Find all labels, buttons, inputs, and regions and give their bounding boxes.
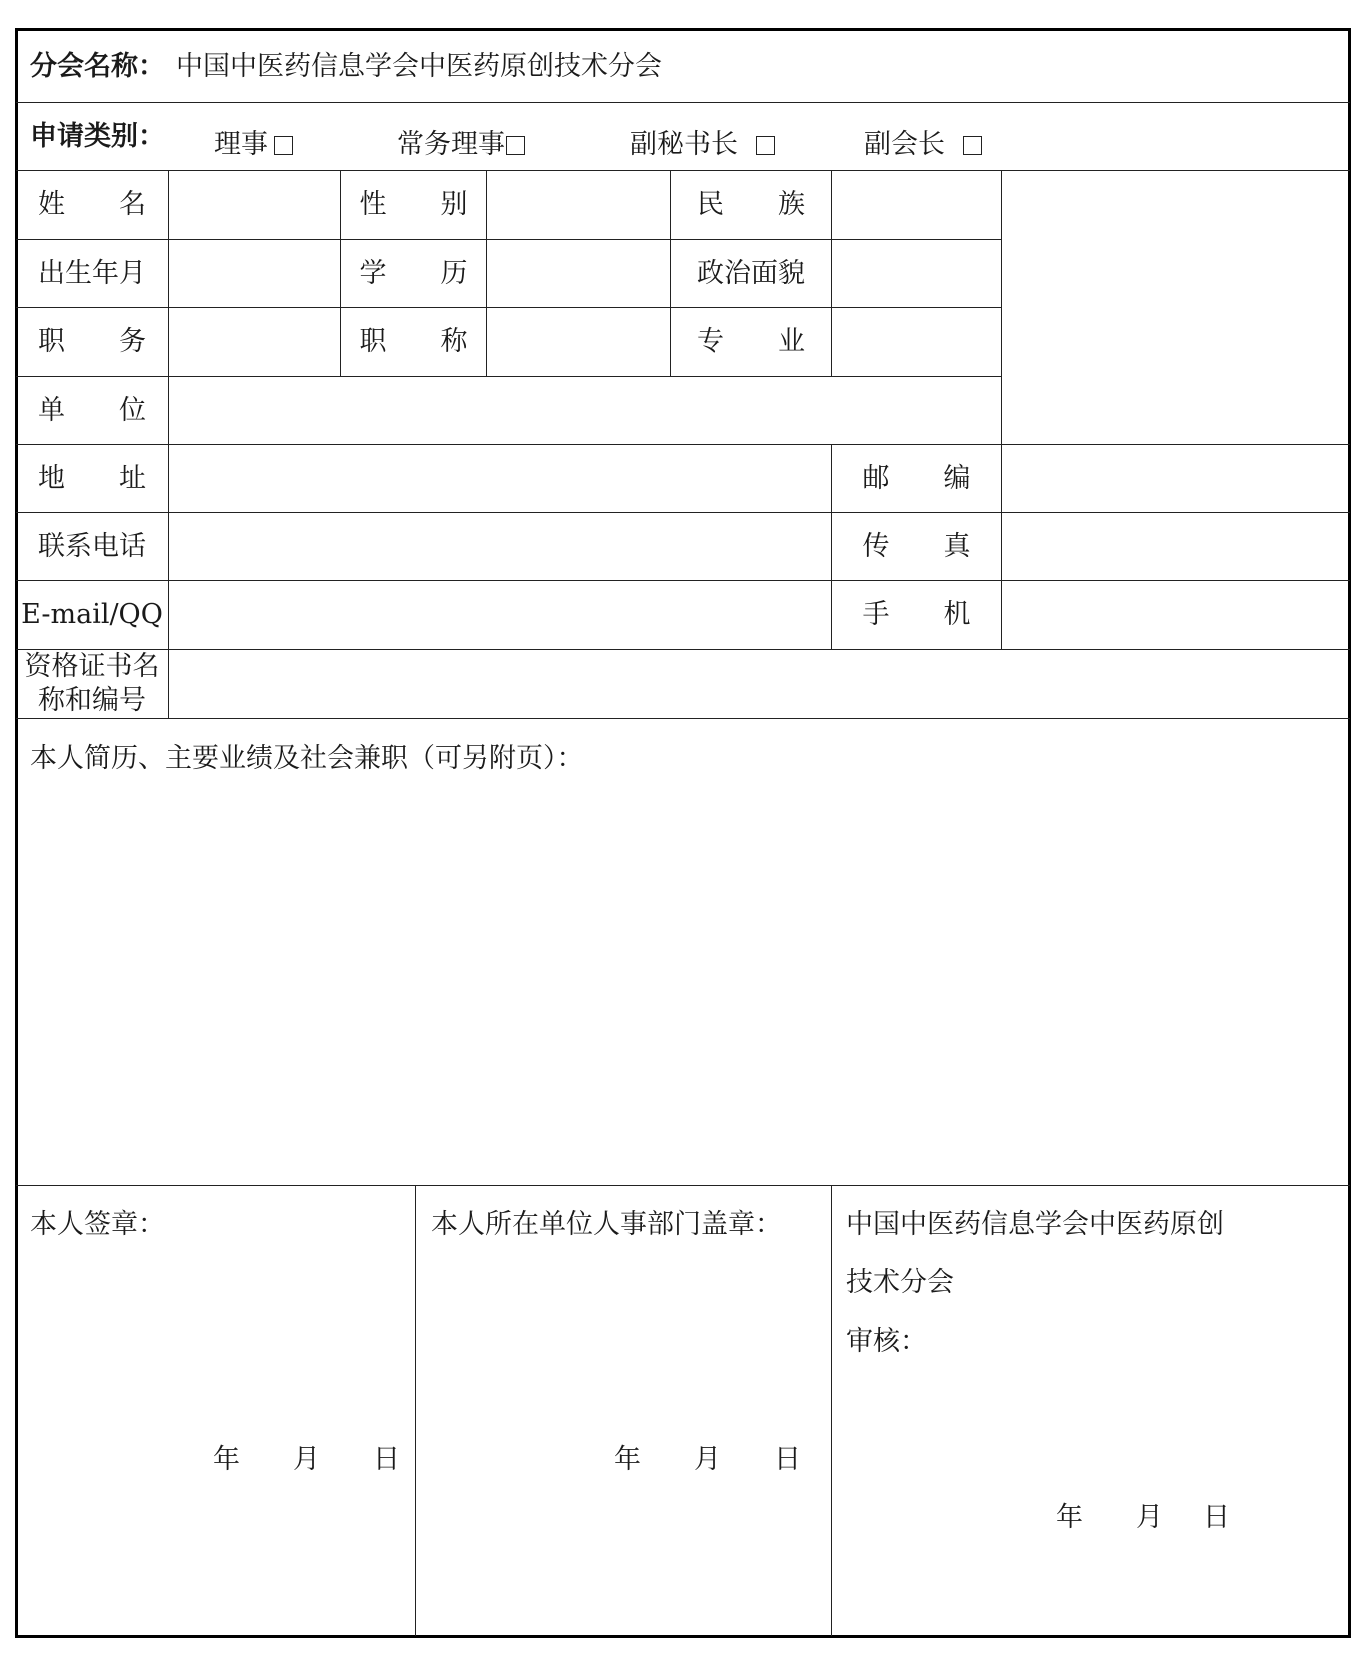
unit-date-day: 日 — [774, 1444, 801, 1475]
checkbox-deputy-secretary-general[interactable] — [756, 136, 775, 155]
professional-title-field[interactable] — [488, 309, 669, 375]
label-work-unit: 单 位 — [38, 394, 146, 426]
resume-area[interactable] — [18, 785, 1348, 1183]
mobile-field[interactable] — [1003, 582, 1349, 648]
branch-date-year: 年 — [1056, 1502, 1083, 1533]
self-date-month: 月 — [293, 1444, 320, 1475]
review-label: 审核： — [846, 1326, 927, 1357]
branch-date-month: 月 — [1136, 1502, 1163, 1533]
label-name: 姓 名 — [38, 189, 146, 220]
divider-line — [831, 170, 832, 376]
birth-date-field[interactable] — [170, 241, 339, 306]
label-ethnicity: 民 族 — [697, 189, 805, 220]
label-phone: 联系电话 — [38, 530, 146, 562]
self-date-year: 年 — [213, 1444, 240, 1475]
unit-date-year: 年 — [614, 1444, 641, 1475]
option-director-label: 理事 — [214, 129, 268, 160]
label-mobile: 手 机 — [862, 599, 971, 630]
option-director[interactable] — [214, 130, 293, 160]
label-education: 学 历 — [359, 257, 468, 289]
category-label: 申请类别： — [30, 121, 165, 152]
self-date-day: 日 — [373, 1444, 400, 1475]
option-vice-president[interactable] — [864, 130, 982, 160]
major-field[interactable] — [833, 309, 1000, 375]
ethnicity-field[interactable] — [833, 172, 1000, 238]
label-professional-title: 职 称 — [359, 326, 468, 357]
unit-date-month: 月 — [694, 1444, 721, 1475]
education-field[interactable] — [488, 241, 669, 306]
phone-field[interactable] — [170, 514, 830, 579]
name-field[interactable] — [170, 172, 339, 238]
option-deputy-secretary-general[interactable] — [630, 130, 775, 160]
divider-line — [16, 1185, 1350, 1186]
position-field[interactable] — [170, 309, 339, 375]
label-position: 职 务 — [38, 326, 146, 357]
divider-line — [1001, 170, 1002, 649]
postcode-field[interactable] — [1003, 446, 1349, 511]
checkbox-director[interactable] — [274, 136, 293, 155]
resume-label: 本人简历、主要业绩及社会兼职（可另附页）： — [30, 743, 584, 774]
label-birth-date: 出生年月 — [38, 257, 146, 289]
divider-line — [16, 444, 1350, 445]
label-fax: 传 真 — [862, 530, 971, 562]
certificate-field[interactable] — [170, 651, 1349, 717]
branch-date-day: 日 — [1203, 1502, 1230, 1533]
option-executive-director[interactable] — [397, 130, 525, 160]
unit-seal-label: 本人所在单位人事部门盖章： — [431, 1209, 782, 1240]
address-field[interactable] — [170, 446, 830, 511]
label-political-status: 政治面貌 — [697, 257, 805, 289]
self-signature-label: 本人签章： — [30, 1209, 165, 1240]
checkbox-vice-president[interactable] — [963, 136, 982, 155]
divider-line — [168, 170, 169, 718]
option-executive-director-label: 常务理事 — [397, 129, 505, 160]
divider-line — [486, 170, 487, 376]
gender-field[interactable] — [488, 172, 669, 238]
email-field[interactable] — [170, 582, 830, 648]
label-certificate-line1: 资格证书名 — [24, 651, 160, 682]
work-unit-field[interactable] — [170, 378, 1000, 443]
political-status-field[interactable] — [833, 241, 1000, 306]
option-vice-president-label: 副会长 — [864, 129, 945, 160]
label-gender: 性 别 — [359, 189, 468, 220]
branch-review-line1: 中国中医药信息学会中医药原创 — [846, 1209, 1224, 1240]
divider-line — [16, 512, 1350, 513]
label-email: E-mail/QQ — [21, 599, 163, 630]
divider-line — [16, 649, 1350, 650]
fax-field[interactable] — [1003, 514, 1349, 579]
branch-name: 中国中医药信息学会中医药原创技术分会 — [176, 51, 662, 82]
branch-review-line2: 技术分会 — [846, 1267, 954, 1298]
label-certificate — [16, 650, 168, 718]
divider-line — [831, 1185, 832, 1636]
photo-area[interactable] — [1003, 172, 1349, 443]
label-address: 地 址 — [38, 462, 146, 494]
option-deputy-secretary-general-label: 副秘书长 — [630, 129, 738, 160]
divider-line — [16, 718, 1350, 719]
divider-line — [16, 580, 1350, 581]
label-major: 专 业 — [697, 326, 805, 357]
label-postcode: 邮 编 — [862, 462, 971, 494]
divider-line — [16, 102, 1350, 103]
label-certificate-line2: 称和编号 — [38, 685, 146, 716]
branch-label: 分会名称： — [30, 51, 165, 82]
divider-line — [415, 1185, 416, 1636]
checkbox-executive-director[interactable] — [506, 136, 525, 155]
